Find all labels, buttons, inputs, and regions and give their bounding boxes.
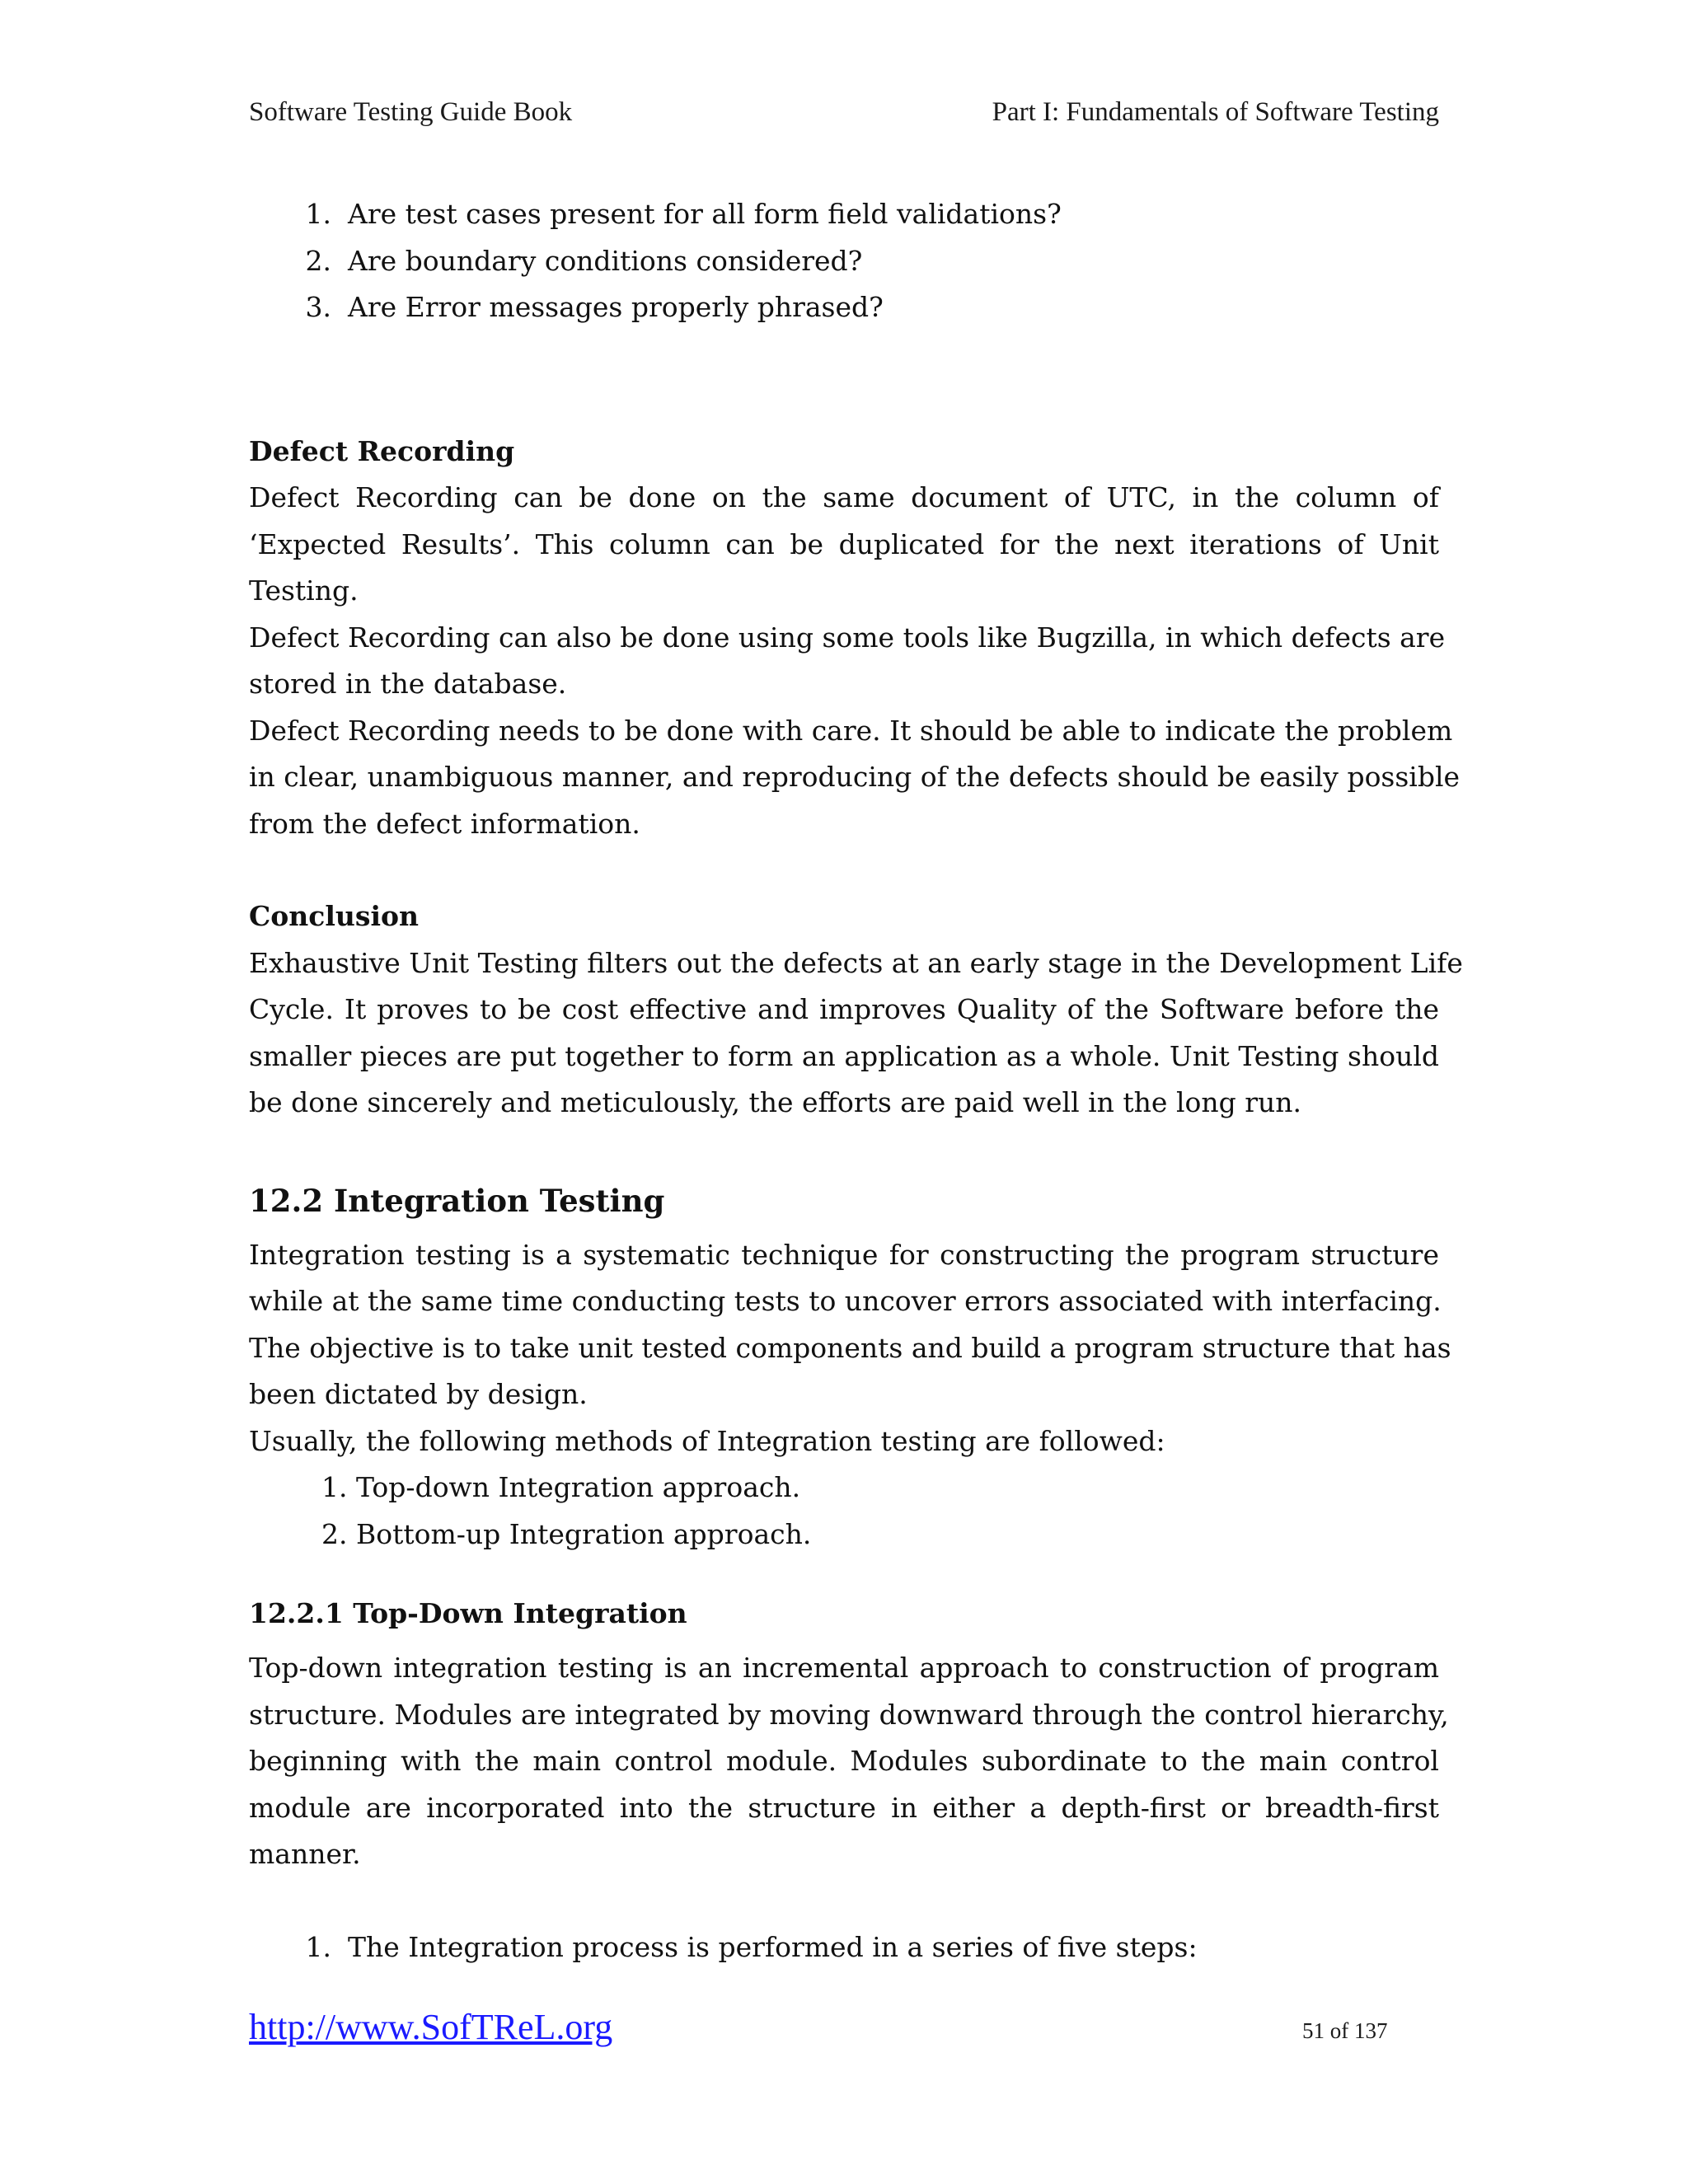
text-line: smaller pieces are put together to form an application as a whole. Unit Testing should: [249, 1039, 1439, 1072]
list-item: [249, 284, 1439, 331]
page-number: 51 of 137: [1302, 2018, 1388, 2043]
text-line: Usually, the following methods of Integration testing are followed:: [249, 1424, 1165, 1457]
header-part-title: Part I: Fundamentals of Software Testing: [992, 97, 1439, 127]
subsection-heading-top-down-integration: 12.2.1 Top-Down Integration: [249, 1597, 687, 1629]
list-item: 1. Top-down Integration approach.: [321, 1471, 801, 1503]
list-item-text: The Integration process is performed in a series of five steps:: [348, 1930, 1198, 1963]
text-line: Exhaustive Unit Testing filters out the defects at an early stage in the Development Life: [249, 946, 1463, 979]
list-item-number: 2.: [305, 244, 331, 277]
list-item: [249, 191, 1439, 238]
text-line: Defect Recording needs to be done with care. It should be able to indicate the problem: [249, 714, 1453, 747]
list-item-number: 1.: [305, 1930, 331, 1963]
integration-paragraph: [249, 1232, 1451, 1465]
section-heading-conclusion: Conclusion: [249, 900, 420, 932]
text-line: from the defect information.: [249, 807, 640, 840]
section-heading-integration-testing: 12.2 Integration Testing: [249, 1182, 665, 1219]
text-line: in clear, unambiguous manner, and reproducing of the defects should be easily possible: [249, 761, 1461, 793]
text-line: Top-down integration testing is an incremental approach to construction of program: [249, 1652, 1439, 1684]
list-item: [249, 238, 1439, 285]
text-line: Testing.: [249, 574, 359, 607]
top-down-paragraph: [249, 1645, 1449, 1878]
text-line: module are incorporated into the structure in either a depth-first or breadth-first: [249, 1791, 1439, 1824]
steps-list: [249, 1924, 1439, 1971]
text-line: be done sincerely and meticulously, the efforts are paid well in the long run.: [249, 1086, 1302, 1118]
list-item: [249, 1924, 1439, 1971]
website-link[interactable]: http://www.SofTReL.org: [249, 2007, 613, 2047]
text-line: Integration testing is a systematic technique for constructing the program structure: [249, 1238, 1439, 1271]
page-content: [249, 191, 1463, 1971]
checklist: [249, 191, 1439, 331]
defect-recording-paragraphs: [249, 475, 1461, 847]
list-item-text: Are Error messages properly phrased?: [348, 291, 884, 323]
list-item: 2. Bottom-up Integration approach.: [321, 1517, 812, 1550]
text-line: The objective is to take unit tested components and build a program structure that has: [249, 1331, 1451, 1364]
list-item-text: Are test cases present for all form field validations?: [348, 198, 1062, 230]
text-line: Defect Recording can be done on the same document of UTC, in the column of: [249, 481, 1439, 513]
list-item-number: 1.: [305, 198, 331, 230]
text-line: beginning with the main control module. Modules subordinate to the main control: [249, 1745, 1439, 1777]
text-line: structure. Modules are integrated by moving downward through the control hierarchy,: [249, 1698, 1449, 1731]
section-heading-defect-recording: Defect Recording: [249, 434, 515, 467]
text-line: stored in the database.: [249, 668, 567, 700]
list-item-text: Are boundary conditions considered?: [348, 244, 863, 277]
integration-methods-list: [249, 1465, 1439, 1558]
text-line: Defect Recording can also be done using some tools like Bugzilla, in which defects are: [249, 621, 1446, 654]
text-line: while at the same time conducting tests to uncover errors associated with interfacing.: [249, 1285, 1442, 1317]
conclusion-paragraph: [249, 940, 1463, 1127]
text-line: manner.: [249, 1838, 361, 1870]
text-line: ‘Expected Results’. This column can be duplicated for the next iterations of Unit: [249, 527, 1439, 560]
text-line: Cycle. It proves to be cost effective and improves Quality of the Software before the: [249, 993, 1439, 1025]
header-book-title: Software Testing Guide Book: [249, 97, 573, 127]
list-item-number: 3.: [305, 291, 331, 323]
text-line: been dictated by design.: [249, 1378, 588, 1410]
